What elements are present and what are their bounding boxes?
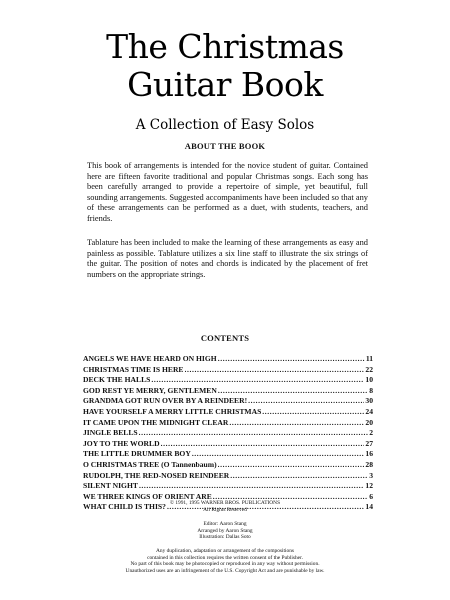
contents-row <box>83 449 373 460</box>
contents-row <box>83 354 373 365</box>
copyright-line: All Rights Reserved <box>203 506 247 513</box>
contents-title: WHAT CHILD IS THIS? <box>83 502 166 512</box>
staff-line: Arranged by Aaron Stang <box>197 527 253 534</box>
contents-page: 10 <box>365 375 373 385</box>
dot-leader <box>229 418 364 427</box>
contents-row <box>83 386 373 397</box>
contents-title: O CHRISTMAS TREE (O Tannenbaum) <box>83 459 217 469</box>
about-paragraph-2: Tablature has been included to make the learning of these arrangements as easy and painless as possible. Tablature utilizes a six line staff to illustrate the six strings of the guitar. The position of notes and chords is indicated by the placement of fret numbers on the appropriate strings. <box>87 238 368 279</box>
contents-page: 24 <box>365 406 373 416</box>
dot-leader <box>262 407 364 416</box>
legal-line: No part of this book may be photocopied or reproduced in any way without permission. <box>130 561 320 568</box>
about-paragraph-1: This book of arrangements is intended for the novice student of guitar. Contained here are fifteen favorite traditional and popular Christmas songs. Each song has been carefully arranged to provide a repertoire of simple, yet beautiful, full sounding arrangements. Suggested accompaniments have been included so that any of these arrangements can be performed as a duet, with students, teachers, and friends. <box>87 161 368 223</box>
contents-row <box>83 365 373 376</box>
contents-title: THE LITTLE DRUMMER BOY <box>83 449 191 459</box>
dot-leader <box>218 460 365 469</box>
contents-title: GRANDMA GOT RUN OVER BY A REINDEER! <box>83 396 248 406</box>
contents-row <box>83 375 373 386</box>
contents-title: JOY TO THE WORLD <box>83 438 160 448</box>
contents-title: DECK THE HALLS <box>83 375 151 385</box>
contents-page: 14 <box>365 502 373 512</box>
contents-row <box>83 460 373 471</box>
contents-row <box>83 428 373 439</box>
contents-page: 16 <box>365 449 373 459</box>
contents-page: 2 <box>369 428 373 438</box>
staff-line: Editor: Aaron Stang <box>203 521 247 527</box>
copyright-line: © 1991, 1995 WARNER BROS. PUBLICATIONS <box>169 500 281 506</box>
contents-page: 22 <box>365 364 373 374</box>
contents-list <box>83 354 373 513</box>
contents-title: SILENT NIGHT <box>83 481 138 491</box>
contents-row <box>83 407 373 418</box>
contents-title: JINGLE BELLS <box>83 428 138 438</box>
contents-page: 28 <box>365 459 373 469</box>
title-line-2: Guitar Book <box>127 65 323 104</box>
subtitle: A Collection of Easy Solos <box>135 117 315 133</box>
dot-leader <box>139 481 364 490</box>
contents-page: 20 <box>365 417 373 427</box>
contents-title: GOD REST YE MERRY, GENTLEMEN <box>83 385 217 395</box>
staff-credits <box>0 521 450 541</box>
dot-leader <box>218 386 368 395</box>
contents-title: WE THREE KINGS OF ORIENT ARE <box>83 491 212 501</box>
legal-line: Unauthorized uses are an infringement of the U.S. Copyright Act and are punishable by law. <box>125 567 325 574</box>
contents-page: 27 <box>365 438 373 448</box>
contents-title: CHRISTMAS TIME IS HERE <box>83 364 184 374</box>
dot-leader <box>248 396 364 405</box>
contents-row <box>83 481 373 492</box>
about-heading: ABOUT THE BOOK <box>184 141 266 151</box>
dot-leader <box>230 471 368 480</box>
contents-page: 6 <box>369 491 373 501</box>
dot-leader <box>161 439 365 448</box>
contents-page: 11 <box>365 354 373 363</box>
contents-heading: CONTENTS <box>200 333 250 343</box>
contents-page: 12 <box>365 481 373 491</box>
legal-line: Any duplication, adaptation or arrangement of the compositions <box>155 548 295 554</box>
contents-page: 8 <box>369 385 373 395</box>
contents-row <box>83 396 373 407</box>
contents-title: HAVE YOURSELF A MERRY LITTLE CHRISTMAS <box>83 406 262 416</box>
dot-leader <box>185 365 365 374</box>
contents-page: 3 <box>369 470 373 480</box>
legal-notice <box>0 548 450 574</box>
staff-line: Illustration: Dallas Soto <box>199 534 251 541</box>
legal-line: contained in this collection requires the written consent of the Publisher. <box>147 554 303 561</box>
dot-leader <box>151 375 364 384</box>
contents-title: RUDOLPH, THE RED-NOSED REINDEER <box>83 470 230 480</box>
contents-row <box>83 418 373 429</box>
copyright-notice <box>0 500 450 513</box>
dot-leader <box>139 428 369 437</box>
contents-row <box>83 471 373 482</box>
dot-leader <box>218 354 365 363</box>
dot-leader <box>192 449 365 458</box>
title-line-1: The Christmas <box>106 27 344 66</box>
contents-title: ANGELS WE HAVE HEARD ON HIGH <box>83 354 217 363</box>
contents-row <box>83 439 373 450</box>
contents-title: IT CAME UPON THE MIDNIGHT CLEAR <box>83 417 229 427</box>
contents-page: 30 <box>365 396 373 406</box>
